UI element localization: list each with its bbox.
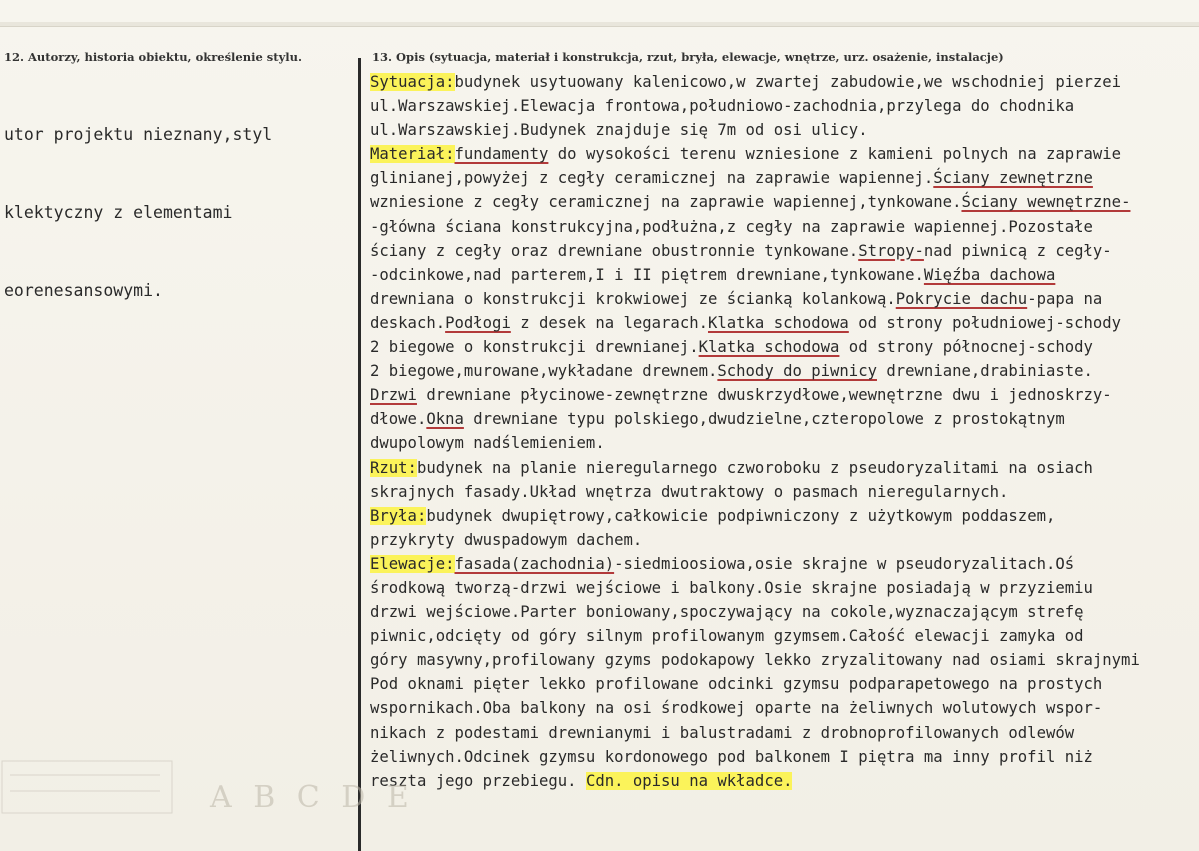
text-line: Sytuacja:budynek usytuowany kalenicowo,w zwartej zabudowie,we wschodniej pierzei [370, 73, 1122, 91]
left-line: utor projektu nieznany,styl [4, 125, 273, 144]
text-line: żeliwnych.Odcinek gzymsu kordonowego pod balkonem I piętra ma inny profil niż [370, 747, 1093, 766]
label-elewacje: Elewacje: [370, 554, 455, 573]
section-13-header: 13. Opis (sytuacja, materiał i konstrukcja, rzut, bryła, elewacje, wnętrze, urz. osażenie, instalacje) [372, 50, 1004, 64]
text-line: piwnic,odcięty od góry silnym profilowanym gzymsem.Całość elewacji zamyka od [370, 627, 1084, 646]
text-line: Pod oknami pięter lekko profilowane odcinki gzymsu podparapetowego na prostych [370, 675, 1103, 694]
left-column-text [4, 70, 272, 356]
text-line: -główna ściana konstrukcyjna,podłużna,z cegły na zaprawie wapiennej.Pozostałe [370, 217, 1093, 236]
text-line: deskach.Podłogi z desek na legarach.Klatka schodowa od strony południowej-schody [370, 313, 1122, 332]
text-line: wspornikach.Oba balkony na osi środkowej oparte na żeliwnych wolutowych wspor- [370, 699, 1103, 718]
label-sytuacja: Sytuacja: [370, 73, 455, 91]
label-material: Materiał: [370, 145, 455, 164]
text-line: drzwi wejściowe.Parter boniowany,spoczywający na cokole,wyznaczającym strefę [370, 603, 1084, 622]
description-text [370, 70, 1198, 793]
text-line: Bryła:budynek dwupiętrowy,całkowicie podpiwniczony z użytkowym poddaszem, [370, 506, 1056, 525]
text-line: przykryty dwuspadowym dachem. [370, 530, 643, 549]
text-line: 2 biegowe o konstrukcji drewnianej.Klatka schodowa od strony północnej-schody [370, 338, 1093, 357]
text-line: wzniesione z cegły ceramicznej na zaprawie wapiennej,tynkowane.Ściany wewnętrzne- [370, 193, 1131, 212]
left-line: eorenesansowymi. [4, 281, 163, 300]
text-line: dłowe.Okna drewniane typu polskiego,dwudzielne,czteropolowe z prostokątnym [370, 410, 1065, 429]
top-rule [0, 22, 1199, 27]
text-line: ul.Warszawskiej.Elewacja frontowa,południowo-zachodnia,przylega do chodnika [370, 97, 1075, 116]
text-line: ul.Warszawskiej.Budynek znajduje się 7m od osi ulicy. [370, 121, 868, 140]
text-line: drewniana o konstrukcji krokwiowej ze ścianką kolankową.Pokrycie dachu-papa na [370, 289, 1103, 308]
text-line: Elewacje:fasada(zachodnia)-siedmioosiowa,osie skrajne w pseudoryzalitach.Oś [370, 554, 1075, 573]
section-12-header: 12. Autorzy, historia obiektu, określenie stylu. [4, 50, 302, 64]
text-line: nikach z podestami drewnianymi i balustradami z drobnoprofilowanych odlewów [370, 723, 1075, 742]
text-line: reszta jego przebiegu. Cdn. opisu na wkładce. [370, 771, 793, 790]
text-line: góry masywny,profilowany gzyms podokapowy lekko zryzalitowany nad osiami skrajnymi [370, 651, 1140, 670]
left-line: klektyczny z elementami [4, 203, 233, 222]
column-divider [358, 58, 361, 851]
text-line: środkową tworzą-drzwi wejściowe i balkony.Osie skrajne posiadają w przyziemiu [370, 578, 1093, 597]
text-line: glinianej,powyżej z cegły ceramicznej na zaprawie wapiennej.Ściany zewnętrzne [370, 169, 1093, 188]
text-line: Rzut:budynek na planie nieregularnego czworoboku z pseudoryzalitami na osiach [370, 458, 1093, 477]
label-rzut: Rzut: [370, 458, 417, 477]
label-bryla: Bryła: [370, 506, 427, 525]
text-line: dwupolowym nadślemieniem. [370, 434, 605, 453]
text-line: -odcinkowe,nad parterem,I i II piętrem drewniane,tynkowane.Więźba dachowa [370, 265, 1056, 284]
text-line: Drzwi drewniane płycinowe-zewnętrzne dwuskrzydłowe,wewnętrzne dwu i jednoskrzy- [370, 386, 1112, 405]
text-line: skrajnych fasady.Układ wnętrza dwutraktowy o pasmach nieregularnych. [370, 482, 1009, 501]
faded-stamp-letters: A B C D E [210, 780, 415, 815]
text-line: ściany z cegły oraz drewniane obustronnie tynkowane.Stropy-nad piwnicą z cegły- [370, 241, 1112, 260]
text-line: Materiał:fundamenty do wysokości terenu wzniesione z kamieni polnych na zaprawie [370, 145, 1122, 164]
continuation-note: Cdn. opisu na wkładce. [585, 771, 793, 790]
text-line: 2 biegowe,murowane,wykładane drewnem.Schody do piwnicy drewniane,drabiniaste. [370, 362, 1093, 381]
